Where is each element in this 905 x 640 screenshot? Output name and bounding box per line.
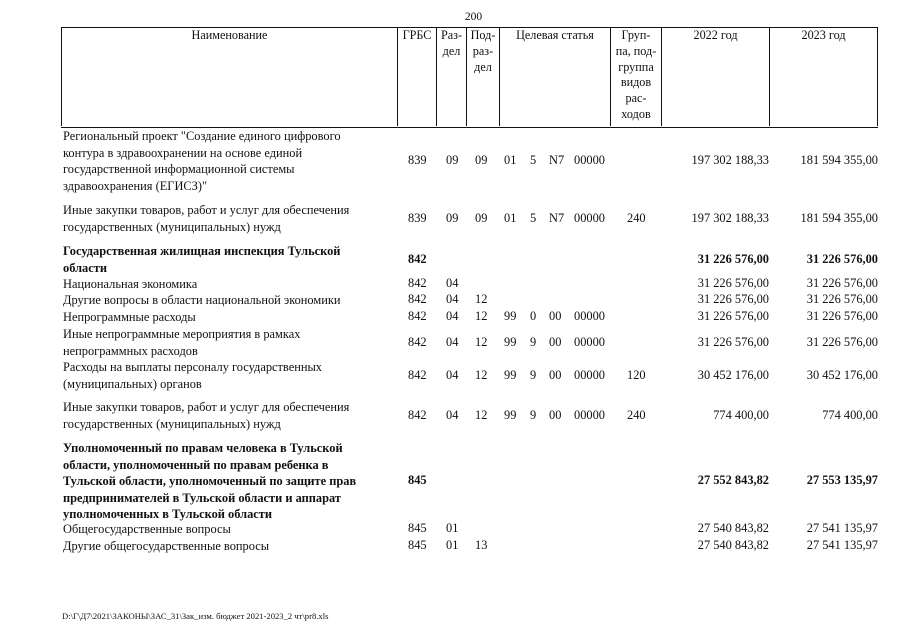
cell-cs2: 9 — [530, 367, 537, 382]
cell-cs3: N7 — [549, 210, 565, 225]
row-name-line: Другие вопросы в области национальной экономики — [63, 293, 341, 307]
cell-amount-2022: 31 226 576,00 — [697, 292, 769, 307]
cell-pr: 13 — [475, 538, 488, 553]
cell-amount-2023: 31 226 576,00 — [806, 276, 878, 291]
table-row — [0, 538, 905, 555]
cell-cs1: 99 — [504, 367, 517, 382]
cell-amount-2022: 27 540 843,82 — [697, 538, 769, 553]
cell-grbs: 845 — [408, 538, 427, 553]
row-name-line: области, уполномоченный по правам ребенка в — [63, 457, 329, 472]
row-name-line: государственной информационной системы — [63, 162, 295, 176]
header-podrazdel: Под- раз- дел — [466, 27, 499, 126]
cell-pr: 12 — [475, 292, 488, 307]
cell-cs1: 99 — [504, 334, 517, 349]
cell-grbs: 842 — [408, 407, 427, 422]
row-name-line: здравоохранения (ЕГИСЗ)" — [63, 178, 208, 193]
cell-rz: 04 — [446, 334, 459, 349]
table-row — [0, 292, 905, 309]
cell-vr: 240 — [627, 407, 646, 422]
cell-grbs: 839 — [408, 210, 427, 225]
row-name-line: контура в здравоохранении на основе единой — [63, 145, 303, 160]
row-name-line: (муниципальных) органов — [63, 376, 202, 391]
cell-amount-2023: 31 226 576,00 — [806, 251, 878, 266]
cell-amount-2022: 30 452 176,00 — [697, 367, 769, 382]
cell-cs1: 01 — [504, 210, 517, 225]
cell-cs2: 5 — [530, 153, 537, 167]
row-name — [63, 359, 369, 392]
cell-amount-2022: 197 302 188,33 — [691, 153, 769, 167]
cell-rz: 04 — [446, 276, 459, 291]
row-name-line: Национальная экономика — [63, 277, 198, 291]
cell-amount-2023: 27 553 135,97 — [806, 473, 878, 488]
row-name-line: государственных (муниципальных) нужд — [63, 219, 281, 234]
row-name — [63, 309, 369, 326]
row-name — [63, 128, 369, 194]
row-name-line: предпринимателей в Тульской области и аппарат — [63, 490, 341, 505]
page-number: 200 — [464, 11, 483, 23]
cell-rz: 04 — [446, 367, 459, 382]
cell-amount-2022: 774 400,00 — [713, 407, 769, 422]
cell-grbs: 845 — [408, 521, 427, 536]
header-expense-group: Груп- па, под- группа видов рас- ходов — [610, 27, 661, 126]
row-name — [63, 440, 369, 523]
row-name-line: непрограммных расходов — [63, 343, 198, 358]
row-name — [63, 326, 369, 359]
row-name-line: Общегосударственные вопросы — [63, 522, 231, 536]
header-target-article: Целевая статья — [499, 27, 610, 126]
cell-grbs: 839 — [408, 153, 427, 167]
table-row — [0, 521, 905, 538]
cell-cs4: 00000 — [574, 407, 605, 422]
cell-cs2: 9 — [530, 407, 537, 422]
cell-rz: 04 — [446, 309, 459, 324]
cell-amount-2023: 27 541 135,97 — [806, 521, 878, 536]
cell-amount-2023: 181 594 355,00 — [800, 210, 878, 225]
cell-amount-2023: 774 400,00 — [822, 407, 878, 422]
cell-amount-2022: 27 552 843,82 — [697, 473, 769, 488]
cell-cs4: 00000 — [574, 367, 605, 382]
cell-grbs: 842 — [408, 251, 427, 266]
header-year-2023: 2023 год — [769, 27, 878, 126]
cell-grbs: 845 — [408, 473, 427, 488]
row-name-line: государственных (муниципальных) нужд — [63, 416, 281, 431]
cell-vr: 120 — [627, 367, 646, 382]
cell-cs2: 9 — [530, 334, 537, 349]
cell-amount-2023: 31 226 576,00 — [806, 292, 878, 307]
cell-amount-2022: 31 226 576,00 — [697, 276, 769, 291]
cell-grbs: 842 — [408, 309, 427, 324]
cell-cs4: 00000 — [574, 153, 605, 167]
cell-cs2: 0 — [530, 309, 537, 324]
row-name-line: Иные закупки товаров, работ и услуг для обеспечения — [63, 203, 350, 217]
cell-cs3: 00 — [549, 309, 562, 324]
row-name-line: Другие общегосударственные вопросы — [63, 539, 270, 553]
cell-cs1: 99 — [504, 407, 517, 422]
cell-pr: 12 — [475, 309, 488, 324]
row-name-line: Государственная жилищная инспекция Тульской — [63, 244, 341, 258]
header-name: Наименование — [61, 27, 397, 126]
row-name-line: Расходы на выплаты персоналу государственных — [63, 360, 322, 374]
cell-rz: 01 — [446, 538, 459, 553]
table-row — [0, 202, 905, 235]
row-name-line: Региональный проект "Создание единого цифрового — [63, 129, 341, 143]
cell-amount-2022: 31 226 576,00 — [697, 334, 769, 349]
cell-cs2: 5 — [530, 210, 537, 225]
row-name — [63, 538, 369, 555]
cell-cs1: 01 — [504, 153, 517, 167]
cell-cs3: 00 — [549, 407, 562, 422]
cell-pr: 09 — [475, 153, 488, 167]
row-name — [63, 292, 369, 309]
cell-cs3: 00 — [549, 367, 562, 382]
cell-grbs: 842 — [408, 292, 427, 307]
cell-amount-2023: 27 541 135,97 — [806, 538, 878, 553]
cell-cs1: 99 — [504, 309, 517, 324]
cell-cs4: 00000 — [574, 309, 605, 324]
header-razdel: Раз- дел — [436, 27, 466, 126]
row-name-line: Иные закупки товаров, работ и услуг для обеспечения — [63, 400, 350, 414]
row-name — [63, 243, 369, 276]
cell-pr: 09 — [475, 210, 488, 225]
cell-amount-2023: 31 226 576,00 — [806, 334, 878, 349]
cell-pr: 12 — [475, 367, 488, 382]
table-row — [0, 276, 905, 293]
table-row — [0, 309, 905, 326]
cell-amount-2022: 197 302 188,33 — [691, 210, 769, 225]
cell-pr: 12 — [475, 407, 488, 422]
cell-rz: 04 — [446, 292, 459, 307]
cell-cs4: 00000 — [574, 334, 605, 349]
cell-amount-2023: 30 452 176,00 — [806, 367, 878, 382]
table-row — [0, 359, 905, 392]
cell-grbs: 842 — [408, 367, 427, 382]
row-name-line: Непрограммные расходы — [63, 310, 196, 324]
cell-amount-2023: 181 594 355,00 — [800, 153, 878, 167]
table-row — [0, 326, 905, 359]
table-row — [0, 128, 905, 194]
table-row — [0, 243, 905, 276]
cell-cs3: N7 — [549, 153, 565, 167]
header-year-2022: 2022 год — [661, 27, 769, 126]
header-grbs: ГРБС — [397, 27, 436, 126]
cell-rz: 01 — [446, 521, 459, 536]
row-name — [63, 276, 369, 293]
cell-cs3: 00 — [549, 334, 562, 349]
cell-amount-2022: 31 226 576,00 — [697, 309, 769, 324]
row-name-line: области — [63, 260, 107, 275]
cell-amount-2022: 27 540 843,82 — [697, 521, 769, 536]
cell-amount-2022: 31 226 576,00 — [697, 251, 769, 266]
table-row — [0, 399, 905, 432]
cell-pr: 12 — [475, 334, 488, 349]
row-name — [63, 521, 369, 538]
table-row — [0, 440, 905, 523]
file-path-footer: D:\Г\Д7\2021\ЗАКОНЫ\ЗАС_31\Зак_изм. бюджет 2021-2023_2 чт\pr8.xls — [62, 611, 329, 621]
cell-cs4: 00000 — [574, 210, 605, 225]
row-name-line: уполномоченных в Тульской области — [63, 507, 272, 521]
cell-grbs: 842 — [408, 334, 427, 349]
cell-grbs: 842 — [408, 276, 427, 291]
row-name-line: Тульской области, уполномоченный по защите прав — [63, 474, 357, 488]
row-name-line: Уполномоченный по правам человека в Тульской — [63, 441, 343, 455]
cell-rz: 09 — [446, 153, 459, 167]
cell-amount-2023: 31 226 576,00 — [806, 309, 878, 324]
cell-vr: 240 — [627, 210, 646, 225]
row-name-line: Иные непрограммные мероприятия в рамках — [63, 327, 301, 341]
row-name — [63, 399, 369, 432]
cell-rz: 09 — [446, 210, 459, 225]
row-name — [63, 202, 369, 235]
cell-rz: 04 — [446, 407, 459, 422]
